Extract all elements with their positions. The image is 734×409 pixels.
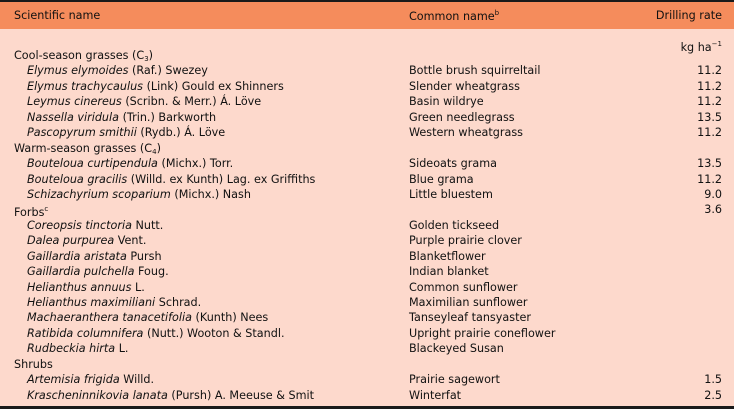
binomial: Helianthus maximiliani xyxy=(27,296,156,309)
table-row xyxy=(0,310,734,325)
authority: (Willd. ex Kunth) Lag. ex Griffiths xyxy=(130,172,316,186)
common-name: Bottle brush squirreltail xyxy=(409,64,541,78)
common-name: Green needlegrass xyxy=(409,110,515,124)
authority: Pursh xyxy=(130,249,162,263)
table-row xyxy=(0,94,734,109)
table-row xyxy=(0,63,734,78)
table-row xyxy=(0,187,734,202)
group-subscript: 3 xyxy=(144,55,149,63)
table-row xyxy=(0,326,734,341)
table-row xyxy=(0,156,734,171)
common-name: Winterfat xyxy=(409,388,462,402)
table-row xyxy=(0,295,734,310)
table-row xyxy=(0,172,734,187)
authority: Willd. xyxy=(123,373,155,387)
common-name: Tanseyleaf tansyaster xyxy=(409,311,531,325)
binomial: Bouteloua gracilis xyxy=(27,172,128,186)
authority: (Rydb.) Á. Löve xyxy=(140,126,226,140)
common-name: Maximilian sunflower xyxy=(409,296,528,309)
binomial: Artemisia frigida xyxy=(27,373,120,387)
binomial: Leymus cinereus xyxy=(27,95,122,109)
authority: Foug. xyxy=(138,265,169,279)
group-rate: 3.6 xyxy=(704,203,722,217)
scientific-name xyxy=(27,280,145,295)
binomial: Bouteloua curtipendula xyxy=(27,157,158,171)
group-label-text: Warm-season grasses (C xyxy=(14,141,153,155)
scientific-name xyxy=(27,79,284,94)
table-row xyxy=(0,264,734,279)
binomial: Machaeranthera tanacetifolia xyxy=(27,311,192,325)
table-row xyxy=(0,110,734,125)
binomial: Elymus trachycaulus xyxy=(27,79,143,93)
scientific-name xyxy=(27,310,268,325)
group-label-end: ) xyxy=(148,49,154,62)
table-row xyxy=(0,79,734,94)
binomial: Ratibida columnifera xyxy=(27,326,144,340)
table-row xyxy=(0,125,734,140)
drilling-rate: 13.5 xyxy=(697,157,722,171)
authority: Nutt. xyxy=(135,218,164,232)
authority: L. xyxy=(118,342,129,356)
table-body xyxy=(0,48,734,403)
group-row xyxy=(0,357,734,372)
drilling-rate: 2.5 xyxy=(704,388,722,402)
footnote-marker: b xyxy=(494,8,500,17)
common-name: Slender wheatgrass xyxy=(409,79,520,93)
table-row xyxy=(0,388,734,403)
group-label xyxy=(14,357,53,372)
scientific-name xyxy=(27,187,251,202)
drilling-rate: 11.2 xyxy=(697,64,722,78)
authority: (Pursh) A. Meeuse & Smit xyxy=(171,388,314,402)
group-subscript: 4 xyxy=(152,147,157,156)
scientific-name xyxy=(27,264,169,279)
drilling-rate: 11.2 xyxy=(697,172,722,186)
drilling-rate: 11.2 xyxy=(697,79,722,93)
binomial: Coreopsis tinctoria xyxy=(27,218,132,232)
drilling-rate: 9.0 xyxy=(704,187,722,201)
table-header xyxy=(0,2,734,29)
scientific-name xyxy=(27,156,233,171)
scientific-name xyxy=(27,341,129,356)
authority: (Scribn. & Merr.) Á. Löve xyxy=(125,95,262,109)
scientific-name xyxy=(27,218,163,233)
common-name: Little bluestem xyxy=(409,187,493,201)
authority: (Kunth) Nees xyxy=(195,311,269,325)
binomial: Nassella viridula xyxy=(27,110,119,124)
table-row xyxy=(0,249,734,264)
common-name: Indian blanket xyxy=(409,265,489,279)
authority: L. xyxy=(135,280,145,294)
unit-exponent: −1 xyxy=(711,40,722,48)
table-row xyxy=(0,280,734,295)
scientific-name xyxy=(27,172,315,187)
header-common-name xyxy=(409,9,499,23)
header-scientific-name: Scientific name xyxy=(14,9,101,22)
scientific-name xyxy=(27,372,154,387)
group-label-text: Forbs xyxy=(14,206,45,220)
authority: (Michx.) Torr. xyxy=(161,157,234,171)
drilling-rate: 1.5 xyxy=(704,373,722,387)
common-name: Blanketflower xyxy=(409,249,486,263)
binomial: Schizachyrium scoparium xyxy=(27,187,171,201)
common-name: Purple prairie clover xyxy=(409,234,522,248)
group-row xyxy=(0,202,734,220)
scientific-name xyxy=(27,63,208,78)
common-name: Western wheatgrass xyxy=(409,126,524,140)
common-name: Prairie sagewort xyxy=(409,373,500,387)
scientific-name xyxy=(27,110,216,125)
table-row xyxy=(0,218,734,233)
group-label-text: Shrubs xyxy=(14,357,53,371)
authority: (Michx.) Nash xyxy=(174,187,251,201)
common-name: Basin wildrye xyxy=(409,95,484,109)
authority: (Trin.) Barkworth xyxy=(122,110,217,124)
common-name: Upright prairie coneflower xyxy=(409,326,556,340)
scientific-name xyxy=(27,94,261,109)
group-row xyxy=(0,141,734,156)
binomial: Gaillardia pulchella xyxy=(27,265,135,279)
drilling-rate: 11.2 xyxy=(697,95,722,109)
unit-base: kg ha xyxy=(680,41,712,54)
binomial: Pascopyrum smithii xyxy=(27,126,137,140)
footnote-marker: c xyxy=(44,205,49,214)
table-row xyxy=(0,341,734,356)
scientific-name xyxy=(27,249,162,264)
scientific-name xyxy=(27,326,285,341)
group-label-end: ) xyxy=(156,141,161,155)
table-row xyxy=(0,233,734,248)
scientific-name xyxy=(27,295,201,310)
group-row xyxy=(0,48,734,63)
table-row xyxy=(0,372,734,387)
binomial: Rudbeckia hirta xyxy=(27,342,116,356)
authority: (Raf.) Swezey xyxy=(132,64,208,78)
common-name: Blackeyed Susan xyxy=(409,342,504,356)
scientific-name xyxy=(27,233,146,248)
authority: (Nutt.) Wooton & Standl. xyxy=(146,326,285,340)
authority: Vent. xyxy=(117,234,147,248)
binomial: Dalea purpurea xyxy=(27,234,115,248)
group-label-text: Cool-season grasses (C xyxy=(14,49,145,62)
common-name: Common sunflower xyxy=(409,280,518,294)
authority: (Link) Gould ex Shinners xyxy=(146,79,284,93)
common-name: Golden tickseed xyxy=(409,218,500,232)
authority: Schrad. xyxy=(158,296,202,309)
header-drilling-rate: Drilling rate xyxy=(655,9,722,22)
drilling-rate: 13.5 xyxy=(697,110,722,124)
scientific-name xyxy=(27,125,225,140)
common-name: Blue grama xyxy=(409,172,474,186)
binomial: Krascheninnikovia lanata xyxy=(27,388,168,402)
scientific-name xyxy=(27,388,314,403)
binomial: Helianthus annuus xyxy=(27,280,132,294)
header-common-name-text: Common name xyxy=(409,9,495,23)
binomial: Gaillardia aristata xyxy=(27,249,127,263)
binomial: Elymus elymoides xyxy=(27,64,129,78)
drilling-rate: 11.2 xyxy=(697,126,722,140)
common-name: Sideoats grama xyxy=(409,157,497,171)
